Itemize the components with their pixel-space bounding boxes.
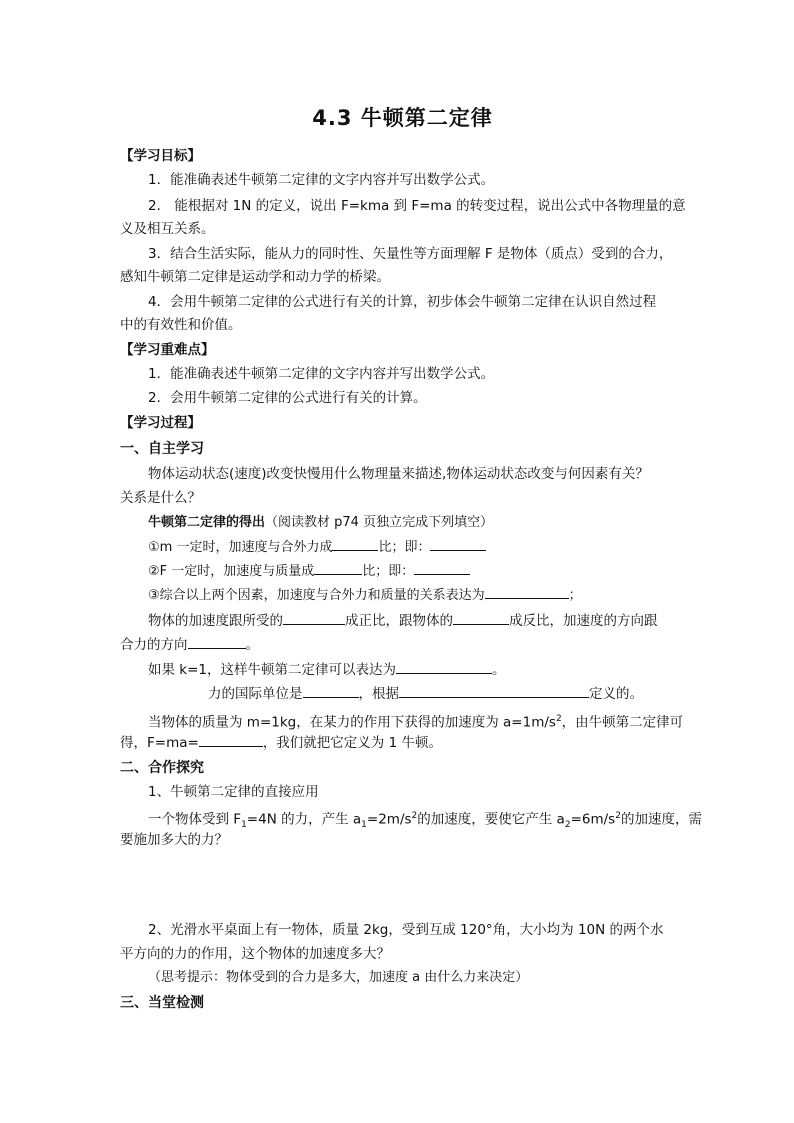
key-1: 1．能准确表述牛顿第二定律的文字内容并写出数学公式。 xyxy=(148,366,495,382)
fill-7-text-c: 得，F=ma= xyxy=(120,735,199,751)
fill-4-blank-c[interactable] xyxy=(188,634,246,649)
q1-text-a: 一个物体受到 F xyxy=(148,811,242,828)
fill-6-text-c: 定义的。 xyxy=(589,686,643,702)
fill-5-text-b: 。 xyxy=(492,662,506,678)
section-3-heading: 三、当堂检测 xyxy=(120,995,204,1011)
q1-sup-1: 2 xyxy=(411,811,418,821)
fill-1-text-a: ①m 一定时，加速度与合外力成 xyxy=(148,540,333,555)
fill-1-blank-a[interactable] xyxy=(332,536,378,551)
goals-heading: 【学习目标】 xyxy=(120,148,201,164)
fill-2-blank-a[interactable] xyxy=(314,560,362,575)
fill-7-sup: 2 xyxy=(555,714,562,724)
intro-line-1: 物体运动状态(速度)改变快慢用什么物理量来描述,物体运动状态改变与何因素有关？ xyxy=(148,466,649,482)
key-heading: 【学习重难点】 xyxy=(120,342,215,358)
fill-4-text-e: 。 xyxy=(245,637,259,653)
fill-4-text-a: 物体的加速度跟所受的 xyxy=(148,613,283,629)
derivation-note: （阅读教材 p74 页独立完成下列填空） xyxy=(265,515,494,530)
fill-4-blank-b[interactable] xyxy=(453,610,509,625)
fill-6-blank-a[interactable] xyxy=(303,683,359,698)
fill-1-blank-b[interactable] xyxy=(430,536,486,551)
q1-text-e: =6m/s xyxy=(570,811,616,828)
coop-sub-heading-1: 1、牛顿第二定律的直接应用 xyxy=(148,784,319,800)
q1-text-b: =4N 的力，产生 a xyxy=(246,811,362,828)
goal-3-line-1: 3．结合生活实际，能从力的同时性、矢量性等方面理解 F 是物体（质点）受到的合力， xyxy=(148,246,673,262)
q1-sub-1: 1 xyxy=(241,820,247,831)
fill-2-text-a: ②F 一定时，加速度与质量成 xyxy=(148,564,315,579)
fill-4-line-1 xyxy=(148,609,658,633)
key-2: 2．会用牛顿第二定律的公式进行有关的计算。 xyxy=(148,390,427,406)
section-2-heading: 二、合作探究 xyxy=(120,760,204,776)
fill-4-text-c: 成反比，加速度的方向跟 xyxy=(509,613,658,629)
fill-4-blank-a[interactable] xyxy=(283,610,345,625)
fill-4-text-b: 成正比，跟物体的 xyxy=(345,613,453,629)
fill-5 xyxy=(148,658,506,682)
fill-3 xyxy=(148,584,582,608)
q1-text-c: =2m/s xyxy=(366,811,412,828)
fill-6-text-b: ，根据 xyxy=(358,686,399,702)
fill-7-text-b: ，由牛顿第二定律可 xyxy=(561,714,684,731)
hint-text: （思考提示：物体受到的合力是多大，加速度 a 由什么力来决定） xyxy=(148,970,529,985)
goal-2-line-1: 2． 能根据对 1N 的定义，说出 F=kma 到 F=ma 的转变过程，说出公式中各物理量的意 xyxy=(148,198,686,214)
fill-6-text-a: 力的国际单位是 xyxy=(208,686,303,702)
fill-4-line-2 xyxy=(120,633,259,657)
question-1-line-2: 要施加多大的力？ xyxy=(120,832,228,848)
derivation-line xyxy=(148,511,493,535)
fill-3-end: ； xyxy=(568,588,582,603)
fill-2-blank-b[interactable] xyxy=(414,560,470,575)
goal-3-line-2: 感知牛顿第二定律是运动学和动力学的桥梁。 xyxy=(120,269,390,285)
fill-1 xyxy=(148,536,486,560)
fill-5-text-a: 如果 k=1，这样牛顿第二定律可以表达为 xyxy=(148,662,397,678)
fill-7-line-2 xyxy=(120,731,442,755)
question-1-line-1 xyxy=(148,804,702,837)
goal-4-line-2: 中的有效性和价值。 xyxy=(120,317,242,333)
page-title: 4.3 牛顿第二定律 xyxy=(312,106,493,130)
fill-6 xyxy=(208,682,643,706)
derivation-title: 牛顿第二定律的得出 xyxy=(148,515,266,530)
goal-1: 1．能准确表述牛顿第二定律的文字内容并写出数学公式。 xyxy=(148,172,495,188)
fill-5-blank[interactable] xyxy=(396,659,492,674)
q1-sub-2: 1 xyxy=(361,820,367,831)
goal-2-line-2: 义及相互关系。 xyxy=(120,221,215,237)
fill-7-blank[interactable] xyxy=(199,732,263,747)
q1-sub-3: 2 xyxy=(564,820,571,831)
fill-3-text: ③综合以上两个因素，加速度与合外力和质量的关系表达为 xyxy=(148,588,485,603)
q1-text-d: 的加速度，要使它产生 a xyxy=(417,811,565,828)
question-2-line-2: 平方向的力的作用，这个物体的加速度多大？ xyxy=(120,946,390,962)
fill-2 xyxy=(148,560,470,584)
fill-6-blank-b[interactable] xyxy=(399,683,589,698)
fill-1-text-b: 比；即： xyxy=(378,540,431,555)
process-heading: 【学习过程】 xyxy=(120,415,201,431)
fill-7-text-d: ，我们就把它定义为 1 牛顿。 xyxy=(262,735,442,751)
q1-sup-2: 2 xyxy=(615,811,621,821)
section-1-heading: 一、自主学习 xyxy=(120,441,204,457)
fill-3-blank[interactable] xyxy=(485,584,569,599)
fill-2-text-b: 比；即： xyxy=(362,564,415,579)
goal-4-line-1: 4．会用牛顿第二定律的公式进行有关的计算，初步体会牛顿第二定律在认识自然过程 xyxy=(148,294,657,310)
q1-text-f: 的加速度，需 xyxy=(620,811,702,828)
fill-4-text-d: 合力的方向 xyxy=(120,637,188,653)
fill-7-text-a: 当物体的质量为 m=1kg，在某力的作用下获得的加速度为 a=1m/s xyxy=(148,714,556,731)
intro-line-2: 关系是什么？ xyxy=(120,490,201,506)
question-2-line-1: 2、光滑水平桌面上有一物体，质量 2kg，受到互成 120°角，大小均为 10N 的两个水 xyxy=(148,922,664,938)
